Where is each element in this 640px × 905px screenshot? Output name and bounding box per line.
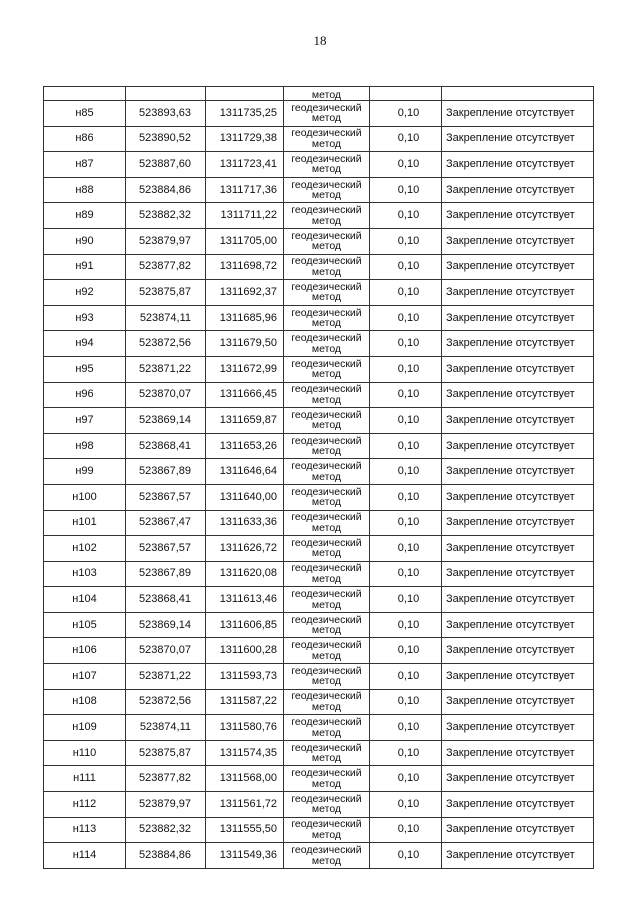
table-row xyxy=(44,356,594,382)
cell-y xyxy=(206,87,284,101)
cell-x: 523877,82 xyxy=(126,254,206,280)
cell-accuracy: 0,10 xyxy=(370,817,442,843)
table-row xyxy=(44,203,594,229)
cell-x xyxy=(126,87,206,101)
table-row xyxy=(44,843,594,869)
cell-y: 1311717,36 xyxy=(206,177,284,203)
cell-method: геодезический метод xyxy=(284,587,370,613)
cell-accuracy: 0,10 xyxy=(370,408,442,434)
cell-method: геодезический метод xyxy=(284,177,370,203)
cell-method: геодезический метод xyxy=(284,561,370,587)
coordinates-table xyxy=(43,86,594,869)
cell-point: н98 xyxy=(44,433,126,459)
cell-point: н85 xyxy=(44,101,126,127)
cell-fixing: Закрепление отсутствует xyxy=(442,792,594,818)
cell-y: 1311568,00 xyxy=(206,766,284,792)
cell-fixing: Закрепление отсутствует xyxy=(442,536,594,562)
table-row xyxy=(44,331,594,357)
cell-accuracy: 0,10 xyxy=(370,792,442,818)
cell-point: н95 xyxy=(44,356,126,382)
cell-point: н99 xyxy=(44,459,126,485)
table-row xyxy=(44,408,594,434)
continued-row xyxy=(44,87,594,101)
cell-fixing: Закрепление отсутствует xyxy=(442,843,594,869)
cell-point: н90 xyxy=(44,228,126,254)
cell-method: геодезический метод xyxy=(284,459,370,485)
table-row xyxy=(44,638,594,664)
cell-x: 523890,52 xyxy=(126,126,206,152)
cell-accuracy: 0,10 xyxy=(370,459,442,485)
cell-accuracy: 0,10 xyxy=(370,561,442,587)
cell-y: 1311646,64 xyxy=(206,459,284,485)
cell-method: геодезический метод xyxy=(284,305,370,331)
cell-y: 1311555,50 xyxy=(206,817,284,843)
cell-method: геодезический метод xyxy=(284,510,370,536)
cell-method: геодезический метод xyxy=(284,331,370,357)
cell-accuracy: 0,10 xyxy=(370,843,442,869)
cell-x: 523884,86 xyxy=(126,843,206,869)
cell-point: н113 xyxy=(44,817,126,843)
cell-x: 523868,41 xyxy=(126,587,206,613)
cell-point: н101 xyxy=(44,510,126,536)
table-row xyxy=(44,433,594,459)
cell-method: геодезический метод xyxy=(284,101,370,127)
coordinates-table-body xyxy=(44,87,594,869)
cell-fixing: Закрепление отсутствует xyxy=(442,433,594,459)
cell-fixing: Закрепление отсутствует xyxy=(442,305,594,331)
cell-fixing: Закрепление отсутствует xyxy=(442,459,594,485)
cell-accuracy: 0,10 xyxy=(370,382,442,408)
table-row xyxy=(44,177,594,203)
cell-method: метод xyxy=(284,87,370,101)
cell-y: 1311666,45 xyxy=(206,382,284,408)
cell-fixing: Закрепление отсутствует xyxy=(442,331,594,357)
cell-point: н103 xyxy=(44,561,126,587)
cell-accuracy: 0,10 xyxy=(370,536,442,562)
cell-point: н108 xyxy=(44,689,126,715)
cell-method: геодезический метод xyxy=(284,254,370,280)
cell-fixing: Закрепление отсутствует xyxy=(442,740,594,766)
cell-accuracy: 0,10 xyxy=(370,715,442,741)
cell-y: 1311561,72 xyxy=(206,792,284,818)
cell-y: 1311574,35 xyxy=(206,740,284,766)
cell-method: геодезический метод xyxy=(284,433,370,459)
table-row xyxy=(44,280,594,306)
cell-point: н107 xyxy=(44,664,126,690)
cell-x: 523874,11 xyxy=(126,305,206,331)
cell-y: 1311580,76 xyxy=(206,715,284,741)
cell-accuracy: 0,10 xyxy=(370,510,442,536)
cell-point: н102 xyxy=(44,536,126,562)
cell-x: 523872,56 xyxy=(126,689,206,715)
cell-accuracy: 0,10 xyxy=(370,766,442,792)
cell-method: геодезический метод xyxy=(284,766,370,792)
table-row xyxy=(44,101,594,127)
cell-accuracy: 0,10 xyxy=(370,254,442,280)
cell-y: 1311613,46 xyxy=(206,587,284,613)
cell-method: геодезический метод xyxy=(284,843,370,869)
cell-accuracy: 0,10 xyxy=(370,612,442,638)
cell-point: н114 xyxy=(44,843,126,869)
cell-x: 523875,87 xyxy=(126,280,206,306)
table-row xyxy=(44,817,594,843)
cell-x: 523867,57 xyxy=(126,536,206,562)
table-row xyxy=(44,382,594,408)
cell-method: геодезический метод xyxy=(284,792,370,818)
cell-fixing: Закрепление отсутствует xyxy=(442,254,594,280)
cell-method: геодезический метод xyxy=(284,689,370,715)
table-row xyxy=(44,126,594,152)
cell-point: н104 xyxy=(44,587,126,613)
cell-accuracy: 0,10 xyxy=(370,126,442,152)
cell-x: 523884,86 xyxy=(126,177,206,203)
cell-accuracy: 0,10 xyxy=(370,203,442,229)
cell-x: 523868,41 xyxy=(126,433,206,459)
cell-x: 523871,22 xyxy=(126,356,206,382)
cell-y: 1311729,38 xyxy=(206,126,284,152)
cell-point: н92 xyxy=(44,280,126,306)
cell-accuracy: 0,10 xyxy=(370,664,442,690)
table-row xyxy=(44,536,594,562)
cell-y: 1311711,22 xyxy=(206,203,284,229)
cell-method: геодезический метод xyxy=(284,203,370,229)
cell-point: н100 xyxy=(44,484,126,510)
cell-x: 523867,89 xyxy=(126,561,206,587)
cell-y: 1311672,99 xyxy=(206,356,284,382)
cell-point: н106 xyxy=(44,638,126,664)
cell-y: 1311620,08 xyxy=(206,561,284,587)
cell-y: 1311692,37 xyxy=(206,280,284,306)
cell-method: геодезический метод xyxy=(284,715,370,741)
cell-method: геодезический метод xyxy=(284,408,370,434)
cell-y: 1311633,36 xyxy=(206,510,284,536)
cell-y: 1311679,50 xyxy=(206,331,284,357)
cell-point: н96 xyxy=(44,382,126,408)
cell-point: н87 xyxy=(44,152,126,178)
cell-accuracy: 0,10 xyxy=(370,101,442,127)
cell-x: 523879,97 xyxy=(126,792,206,818)
cell-fixing: Закрепление отсутствует xyxy=(442,382,594,408)
cell-fixing: Закрепление отсутствует xyxy=(442,484,594,510)
cell-x: 523887,60 xyxy=(126,152,206,178)
cell-method: геодезический метод xyxy=(284,280,370,306)
table-row xyxy=(44,664,594,690)
table-row xyxy=(44,254,594,280)
cell-fixing: Закрепление отсутствует xyxy=(442,689,594,715)
cell-fixing: Закрепление отсутствует xyxy=(442,766,594,792)
cell-point: н94 xyxy=(44,331,126,357)
cell-point: н89 xyxy=(44,203,126,229)
cell-x: 523869,14 xyxy=(126,612,206,638)
cell-accuracy: 0,10 xyxy=(370,280,442,306)
cell-accuracy: 0,10 xyxy=(370,587,442,613)
cell-y: 1311659,87 xyxy=(206,408,284,434)
cell-method: геодезический метод xyxy=(284,484,370,510)
cell-method: геодезический метод xyxy=(284,382,370,408)
cell-fixing: Закрепление отсутствует xyxy=(442,510,594,536)
cell-point: н91 xyxy=(44,254,126,280)
cell-fixing: Закрепление отсутствует xyxy=(442,280,594,306)
table-row xyxy=(44,740,594,766)
cell-fixing: Закрепление отсутствует xyxy=(442,408,594,434)
cell-point: н109 xyxy=(44,715,126,741)
cell-point: н93 xyxy=(44,305,126,331)
cell-fixing: Закрепление отсутствует xyxy=(442,203,594,229)
table-row xyxy=(44,305,594,331)
table-row xyxy=(44,792,594,818)
cell-x: 523867,89 xyxy=(126,459,206,485)
table-row xyxy=(44,766,594,792)
cell-fixing: Закрепление отсутствует xyxy=(442,356,594,382)
table-row xyxy=(44,561,594,587)
cell-fixing: Закрепление отсутствует xyxy=(442,101,594,127)
table-row xyxy=(44,715,594,741)
cell-method: геодезический метод xyxy=(284,152,370,178)
table-row xyxy=(44,689,594,715)
cell-x: 523871,22 xyxy=(126,664,206,690)
cell-accuracy: 0,10 xyxy=(370,689,442,715)
cell-method: геодезический метод xyxy=(284,612,370,638)
cell-fixing: Закрепление отсутствует xyxy=(442,177,594,203)
cell-point: н110 xyxy=(44,740,126,766)
cell-accuracy xyxy=(370,87,442,101)
cell-x: 523882,32 xyxy=(126,203,206,229)
cell-y: 1311640,00 xyxy=(206,484,284,510)
table-row xyxy=(44,228,594,254)
cell-y: 1311626,72 xyxy=(206,536,284,562)
cell-x: 523869,14 xyxy=(126,408,206,434)
cell-point: н112 xyxy=(44,792,126,818)
cell-fixing: Закрепление отсутствует xyxy=(442,126,594,152)
cell-point: н97 xyxy=(44,408,126,434)
cell-y: 1311735,25 xyxy=(206,101,284,127)
cell-accuracy: 0,10 xyxy=(370,433,442,459)
cell-accuracy: 0,10 xyxy=(370,484,442,510)
cell-point: н88 xyxy=(44,177,126,203)
cell-y: 1311698,72 xyxy=(206,254,284,280)
cell-x: 523867,47 xyxy=(126,510,206,536)
cell-y: 1311723,41 xyxy=(206,152,284,178)
cell-method: геодезический метод xyxy=(284,536,370,562)
cell-x: 523872,56 xyxy=(126,331,206,357)
table-row xyxy=(44,484,594,510)
cell-x: 523870,07 xyxy=(126,382,206,408)
table-row xyxy=(44,587,594,613)
cell-fixing: Закрепление отсутствует xyxy=(442,587,594,613)
table-row xyxy=(44,510,594,536)
cell-point: н86 xyxy=(44,126,126,152)
cell-accuracy: 0,10 xyxy=(370,228,442,254)
cell-x: 523875,87 xyxy=(126,740,206,766)
cell-x: 523877,82 xyxy=(126,766,206,792)
cell-fixing: Закрепление отсутствует xyxy=(442,638,594,664)
cell-point: н105 xyxy=(44,612,126,638)
table-row xyxy=(44,152,594,178)
cell-x: 523893,63 xyxy=(126,101,206,127)
cell-fixing: Закрепление отсутствует xyxy=(442,152,594,178)
cell-fixing: Закрепление отсутствует xyxy=(442,612,594,638)
cell-fixing: Закрепление отсутствует xyxy=(442,817,594,843)
cell-y: 1311587,22 xyxy=(206,689,284,715)
cell-accuracy: 0,10 xyxy=(370,152,442,178)
cell-y: 1311606,85 xyxy=(206,612,284,638)
cell-fixing xyxy=(442,87,594,101)
cell-y: 1311705,00 xyxy=(206,228,284,254)
cell-fixing: Закрепление отсутствует xyxy=(442,561,594,587)
cell-method: геодезический метод xyxy=(284,664,370,690)
page-number: 18 xyxy=(313,33,327,48)
cell-method: геодезический метод xyxy=(284,356,370,382)
cell-accuracy: 0,10 xyxy=(370,177,442,203)
cell-y: 1311593,73 xyxy=(206,664,284,690)
cell-y: 1311549,36 xyxy=(206,843,284,869)
cell-method: геодезический метод xyxy=(284,228,370,254)
cell-fixing: Закрепление отсутствует xyxy=(442,228,594,254)
cell-method: геодезический метод xyxy=(284,638,370,664)
cell-fixing: Закрепление отсутствует xyxy=(442,715,594,741)
cell-method: геодезический метод xyxy=(284,740,370,766)
cell-x: 523879,97 xyxy=(126,228,206,254)
cell-method: геодезический метод xyxy=(284,817,370,843)
cell-x: 523870,07 xyxy=(126,638,206,664)
cell-point: н111 xyxy=(44,766,126,792)
cell-fixing: Закрепление отсутствует xyxy=(442,664,594,690)
cell-y: 1311600,28 xyxy=(206,638,284,664)
cell-accuracy: 0,10 xyxy=(370,638,442,664)
cell-x: 523867,57 xyxy=(126,484,206,510)
cell-y: 1311653,26 xyxy=(206,433,284,459)
cell-accuracy: 0,10 xyxy=(370,740,442,766)
cell-accuracy: 0,10 xyxy=(370,305,442,331)
cell-x: 523874,11 xyxy=(126,715,206,741)
cell-point xyxy=(44,87,126,101)
table-row xyxy=(44,612,594,638)
cell-x: 523882,32 xyxy=(126,817,206,843)
cell-method: геодезический метод xyxy=(284,126,370,152)
cell-accuracy: 0,10 xyxy=(370,331,442,357)
cell-accuracy: 0,10 xyxy=(370,356,442,382)
cell-y: 1311685,96 xyxy=(206,305,284,331)
table-row xyxy=(44,459,594,485)
